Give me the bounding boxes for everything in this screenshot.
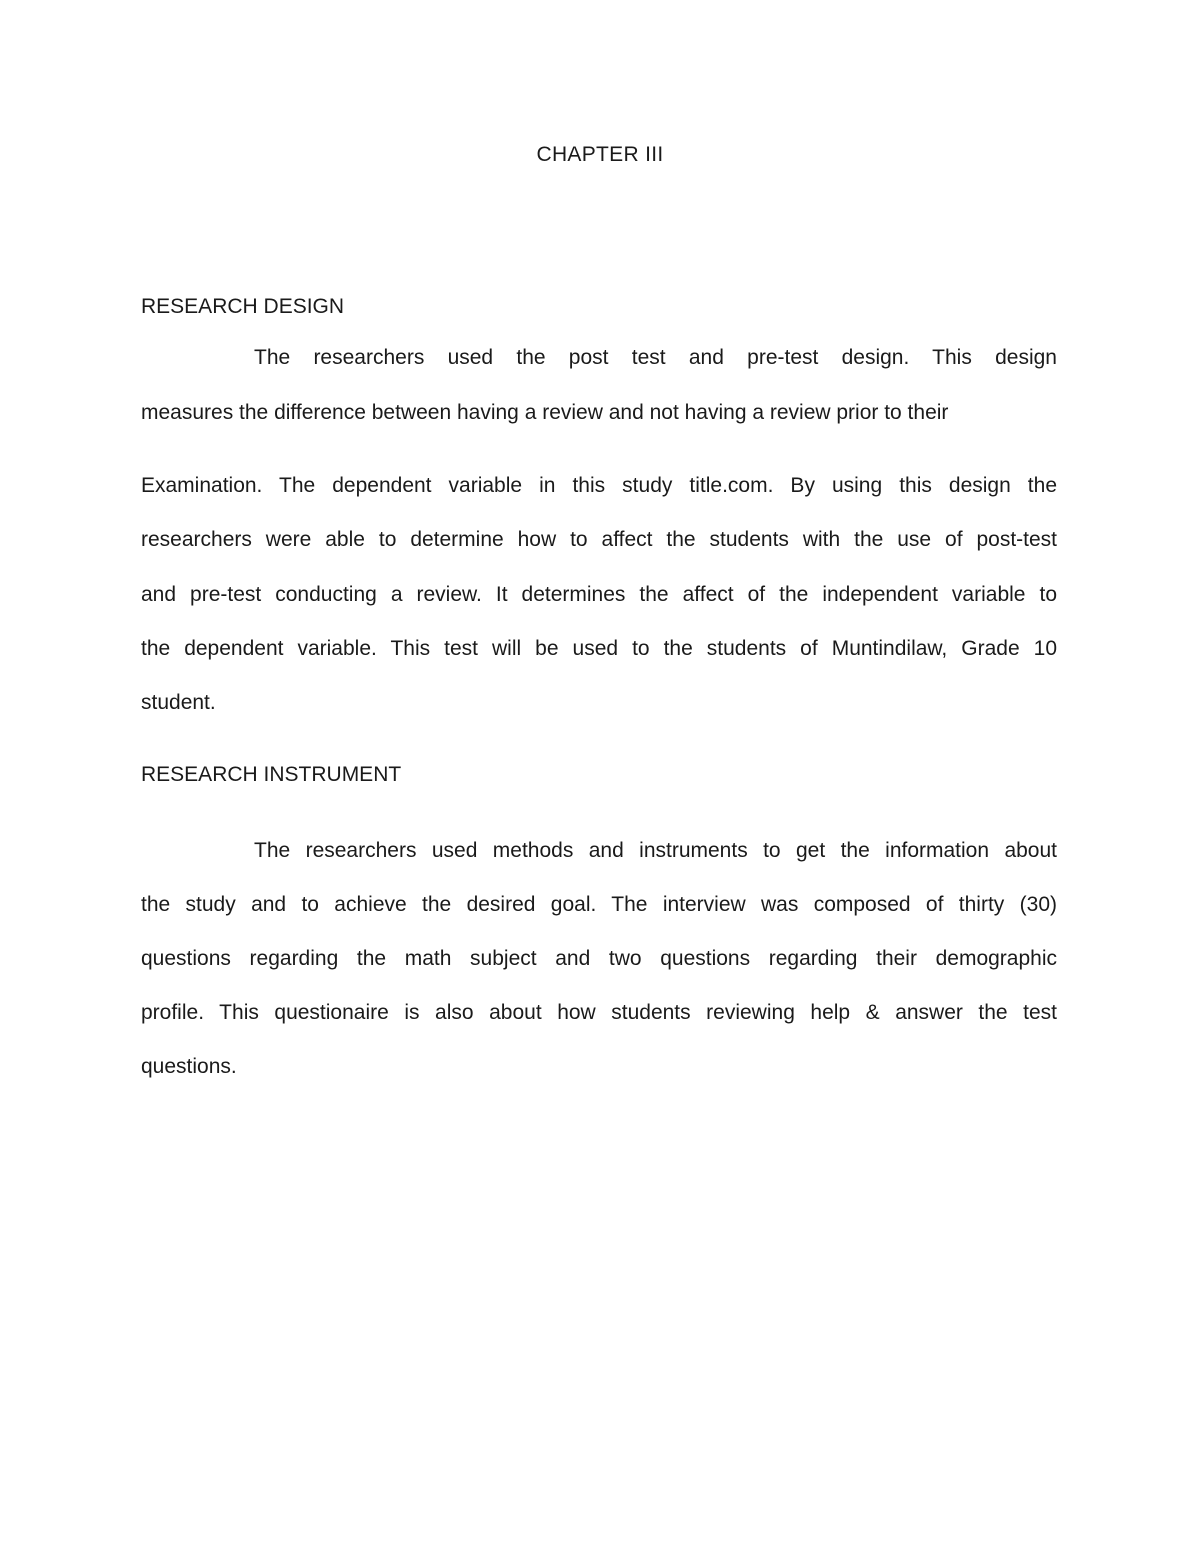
- paragraph-line: profile. This questionaire is also about how students reviewing help & answer the test: [141, 1001, 1057, 1024]
- section-heading-research-design: RESEARCH DESIGN: [141, 295, 345, 318]
- paragraph-line: researchers were able to determine how to affect the students with the use of post-test: [141, 528, 1057, 551]
- section-heading-research-instrument: RESEARCH INSTRUMENT: [141, 763, 402, 786]
- paragraph-line: The researchers used the post test and pre-test design. This design: [254, 346, 1057, 369]
- paragraph-line: student.: [141, 691, 216, 714]
- paragraph-line: questions regarding the math subject and two questions regarding their demographic: [141, 947, 1057, 970]
- paragraph-line: and pre-test conducting a review. It determines the affect of the independent variable to: [141, 583, 1057, 606]
- paragraph-line: The researchers used methods and instruments to get the information about: [254, 839, 1057, 862]
- chapter-title: CHAPTER III: [536, 143, 664, 166]
- paragraph-line: the dependent variable. This test will be used to the students of Muntindilaw, Grade 10: [141, 637, 1057, 660]
- paragraph-line: questions.: [141, 1055, 237, 1078]
- paragraph-line: measures the difference between having a review and not having a review prior to their: [141, 401, 949, 424]
- paragraph-line: the study and to achieve the desired goal. The interview was composed of thirty (30): [141, 893, 1057, 916]
- paragraph-line: Examination. The dependent variable in this study title.com. By using this design the: [141, 474, 1057, 497]
